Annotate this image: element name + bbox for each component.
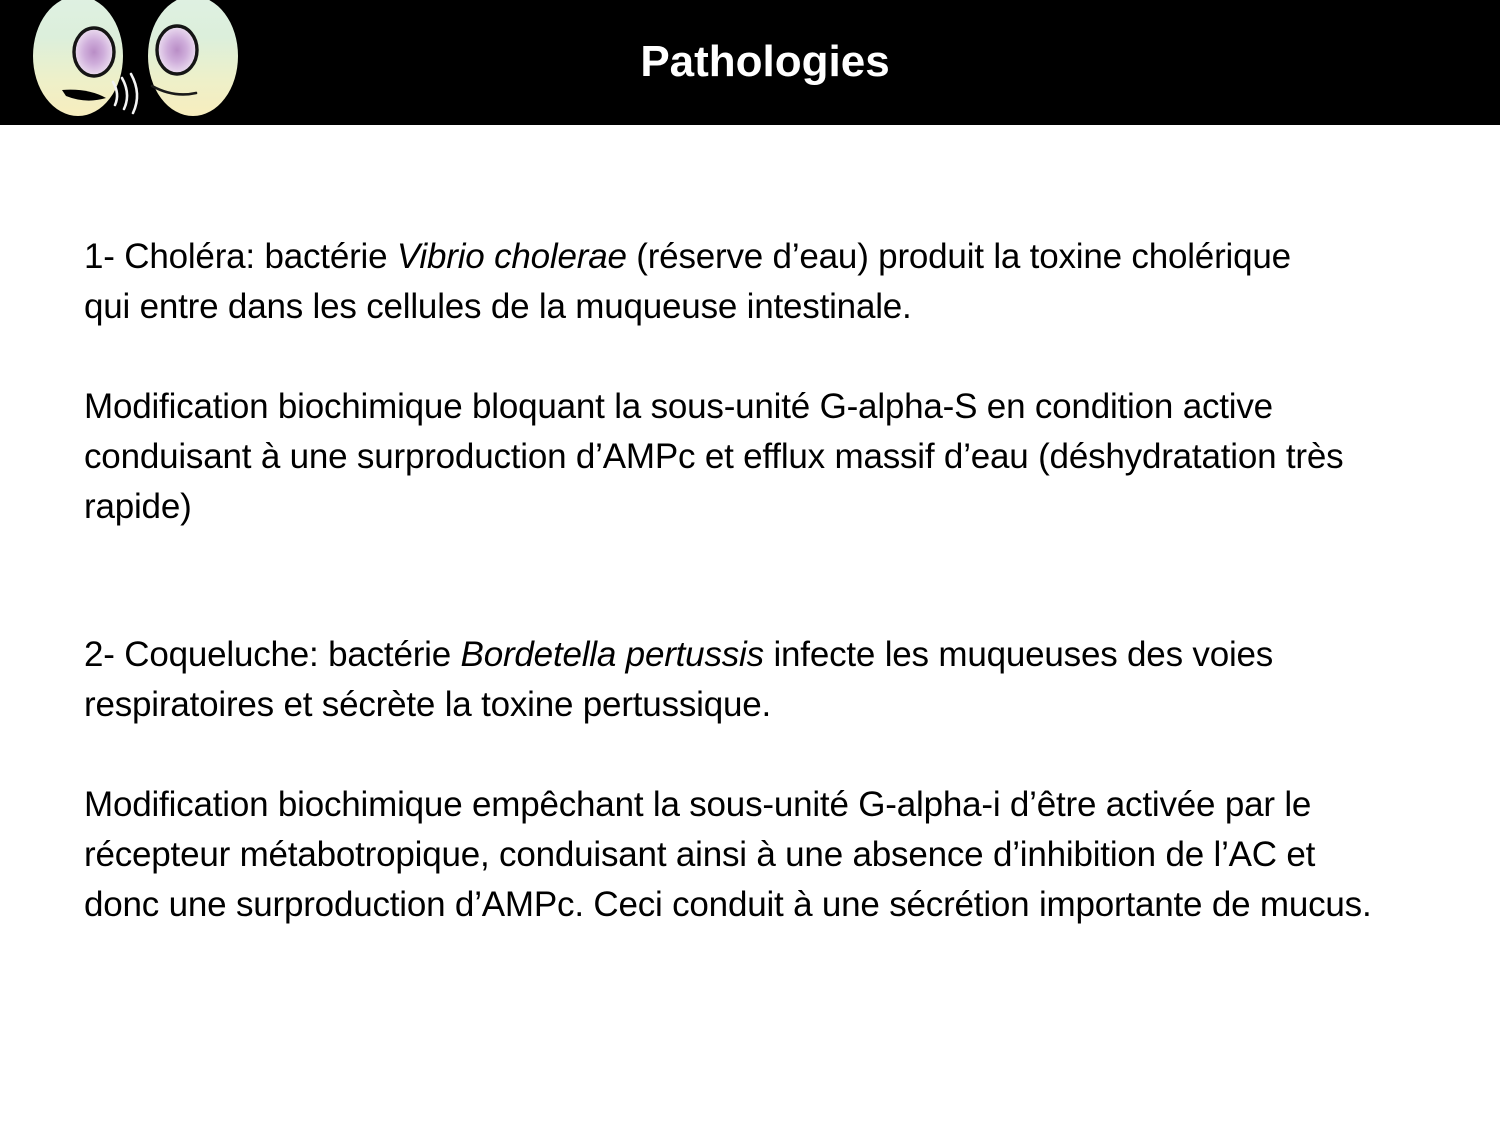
text-run: (réserve d’eau) produit la toxine cholérique qui entre dans les cellules de la muqueuse intestinale. — [84, 237, 1291, 326]
text-run: Modification biochimique bloquant la sous-unité G-alpha-S en condition active conduisant à une surproduction d’AMPc et efflux massif d’eau (déshydratation très rapide) — [84, 387, 1344, 526]
paragraph-spacer — [84, 582, 1414, 630]
text-run: 1- Choléra: bactérie — [84, 237, 397, 276]
slide-body — [84, 232, 1414, 930]
paragraph-spacer — [84, 332, 1414, 382]
paragraph-spacer — [84, 532, 1414, 582]
paragraph-cholera-mechanism — [84, 382, 1344, 532]
header-band — [0, 0, 1500, 125]
text-run: 2- Coqueluche: bactérie — [84, 635, 461, 674]
paragraph-coqueluche-mechanism — [84, 780, 1394, 930]
page-title: Pathologies — [640, 37, 890, 86]
text-run: Modification biochimique empêchant la sous-unité G-alpha-i d’être activée par le récepteur métabotropique, conduisant ainsi à une absence d’inhibition de l’AC et donc une surproduction d’AMPc. Ceci conduit à une sécrétion importante de mucus. — [84, 785, 1372, 924]
species-name-vibrio-cholerae: Vibrio cholerae — [396, 237, 627, 276]
species-name-bordetella-pertussis: Bordetella pertussis — [460, 635, 764, 674]
paragraph-spacer — [84, 730, 1414, 780]
paragraph-coqueluche-intro — [84, 630, 1329, 730]
text-run: infecte les muqueuses des voies respiratoires et sécrète la toxine pertussique. — [84, 635, 1274, 724]
paragraph-cholera-intro — [84, 232, 1294, 332]
